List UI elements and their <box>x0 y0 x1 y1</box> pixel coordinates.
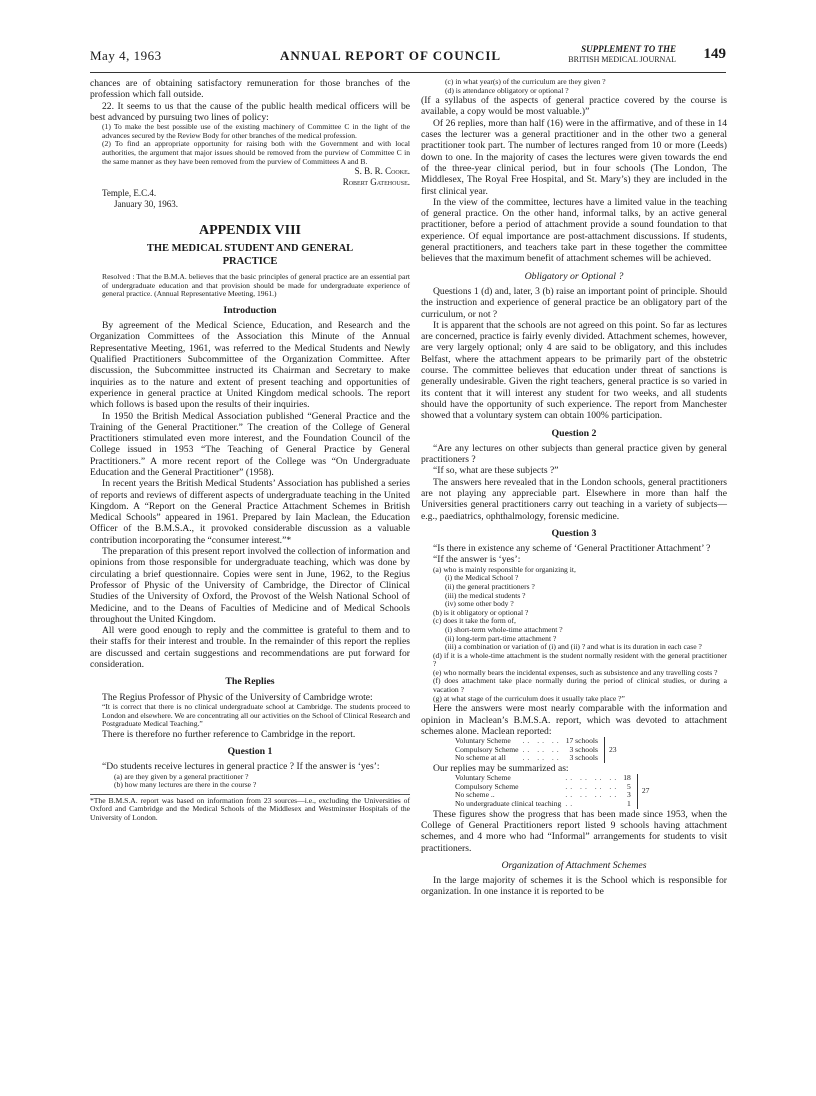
supplement-line2: BRITISH MEDICAL JOURNAL <box>568 55 676 64</box>
letter-date: January 30, 1963. <box>114 199 178 210</box>
resolved: Resolved : That the B.M.A. believes that the basic principles of general practice are an essential part of undergraduate education and that provision should be made for undergraduate experience of general practice. (Annual Representative Meeting, 1961.) <box>102 272 410 299</box>
maclean-intro: Here the answers were most nearly comparable with the information and opinion in Maclean’s B.M.S.A. report, which was devoted to attachment schemes alone. Maclean reported: <box>421 703 727 737</box>
question-1b: (b) how many lectures are there in the course ? <box>114 780 257 790</box>
heading-question-1: Question 1 <box>227 746 273 757</box>
table-row: Voluntary Scheme .. .. .. 17 schools 23 <box>455 737 621 746</box>
oblig-2: It is apparent that the schools are not agreed on this point. So far as lectures are concerned, practice is fairly evenly divided. Attachment schemes, however, are very largely optional; only 4 are said to be obligatory, and this includes Belfast, where the attachment appears to be primarily part of the obstetric course. The committee believes that education under threat of sanctions is generally undesirable. Given the right teachers, general practice is so varied in its content that it will interest any student for two weeks, and all students should have the opportunity of such experience. The report from Manchester showed that a voluntary system can obtain 100% participation. <box>421 319 727 422</box>
footnote: *The B.M.S.A. report was based on information from 23 sources—i.e., excluding the Universities of Oxford and Cambridge and the Medical Schools of the Middlesex and Westminster Hospitals of the University of London. <box>90 795 410 822</box>
question-3-c-iii: (iii) a combination or variation of (i) and (ii) ? and what is its duration in each case ? <box>445 642 702 652</box>
header-title: ANNUAL REPORT OF COUNCIL <box>280 48 502 63</box>
question-3-d: (d) if it is a whole-time attachment is the student normally resident with the general practitioner ? <box>433 650 727 669</box>
question-3-a: (a) who is mainly responsible for organizing it, <box>433 564 576 574</box>
question-3-b: (b) is it obligatory or optional ? <box>433 607 529 617</box>
question-3-g: (g) at what stage of the curriculum does it usually take place ?” <box>433 693 625 703</box>
question-3b: “If the answer is ‘yes’: <box>433 554 521 566</box>
intro-4: The preparation of this present report involved the collection of information and opinions from those responsible for undergraduate teaching, which was done by circulating a brief questionnaire. Copies were sent in June, 1962, to the Regius Professor of Physic of the University of Cambridge, the Director of Clinical Studies of the University of Oxford, the Provost of the Welsh National School of Medicine, and to the Deans of Faculties of Medicine and of Medical Schools throughout the United Kingdom. <box>90 546 410 625</box>
question-3-f: (f) does attachment take place normally during the period of clinical studies, or during a vacation ? <box>433 676 727 695</box>
intro-2: In 1950 the British Medical Association published “General Practice and the Training of the General Practitioner.” The creation of the College of General Practitioners stimulated even more interest, and the Foundation Council of the College issued in 1953 “The Teaching of General Practice by General Practitioners.” A more recent report of the College was “On Undergraduate Education and the General Practitioner” (1958). <box>90 410 410 478</box>
question-3-c: (c) does it take the form of, <box>433 616 516 626</box>
intro-1: By agreement of the Medical Science, Education, and Research and the Organization Committees of the Association this Minute of the Annual Representative Meeting, 1961, was referred to the Medical Students and Newly Qualified Practitioners Subcommittee of the Organization Committee. After discussion, the Subcommittee instructed its Chairman and Secretary to make inquiries as to the nature and extent of present teaching and opportunities of experience in general practice at United Kingdom medical schools. The report which follows is based upon the results of their inquiries. <box>90 320 410 411</box>
question-3-a-iii: (iii) the medical students ? <box>445 590 526 600</box>
table-row: Compulsory Scheme .. .. .. 3 schools <box>455 744 598 754</box>
header-date: May 4, 1963 <box>90 48 162 63</box>
question-1-text: “Do students receive lectures in general practice ? If the answer is ‘yes’: <box>102 761 380 773</box>
appendix-subtitle: THE MEDICAL STUDENT AND GENERAL PRACTICE <box>146 243 354 268</box>
heading-question-3: Question 3 <box>551 527 597 539</box>
supplement-line1: SUPPLEMENT TO THE <box>581 44 676 54</box>
maclean-table <box>455 737 621 763</box>
replies-1: The Regius Professor of Physic of the University of Cambridge wrote: <box>102 691 373 703</box>
question-1d: (d) is attendance obligatory or optional ? <box>445 85 569 95</box>
question-3-a-i: (i) the Medical School ? <box>445 573 519 583</box>
heading-introduction: Introduction <box>223 304 277 316</box>
replies-2: There is therefore no further reference to Cambridge in the report. <box>102 728 356 740</box>
summary-intro: Our replies may be summarized as: <box>433 762 569 774</box>
question-3-a-ii: (ii) the general practitioners ? <box>445 581 535 591</box>
signature-1: S. B. R. Cooke. <box>354 166 410 177</box>
answer-1b: In the view of the committee, lectures have a limited value in the teaching of general practice. On the other hand, informal talks, by an active general practitioner, before a period of attachment provide a sound foundation to that experience. Of equal importance are post-attachment discussions. If students, general practitioners, and teachers take part in these together the committee believes that the maximum benefit of attachment schemes will be achieved. <box>421 196 727 265</box>
summary-table <box>455 774 653 808</box>
question-3-e: (e) who normally bears the incidental expenses, such as subsistence and any travelling costs ? <box>433 667 718 677</box>
answer-1a: Of 26 replies, more than half (16) were in the affirmative, and of these in 14 cases the lecturer was a general practitioner and in the other two a general practitioner took part. The number of lectures ranged from 10 or more (Leeds) down to one. In the majority of cases the lectures were given towards the end of the three-year clinical period, but in four schools (The London, The Middlesex, The Royal Free Hospital, and St. Mary’s) they are included in the first clinical year. <box>421 117 727 197</box>
heading-replies: The Replies <box>225 676 275 688</box>
heading-organization: Organization of Attachment Schemes <box>501 859 647 871</box>
question-1c: (c) in what year(s) of the curriculum are they given ? <box>445 77 606 86</box>
table-row: Voluntary Scheme .. .. .. .. 18 27 <box>455 774 653 783</box>
question-3a: “Is there in existence any scheme of ‘General Practitioner Attachment’ ? <box>433 543 711 555</box>
page-number: 149 <box>703 46 726 62</box>
signature-2: Robert Gatehouse. <box>342 177 410 188</box>
cambridge-quote: “It is correct that there is no clinical undergraduate school at Cambridge. The students proceed to London and elsewhere. We are concentrating all our activities on the School of Clinical Research and Postgraduate Medical Teaching.” <box>102 701 410 729</box>
table-row: No scheme .. .. .. .. .. 3 <box>455 790 631 800</box>
question-1e: (If a syllabus of the aspects of general practice covered by the course is available, a copy would be most valuable.)” <box>421 95 727 118</box>
left-column <box>90 78 410 823</box>
heading-obligatory: Obligatory or Optional ? <box>524 270 624 282</box>
oblig-1: Questions 1 (d) and, later, 3 (b) raise an important point of principle. Should the instruction and experience of general practice be an obligatory part of the curriculum, or not ? <box>421 285 727 320</box>
header-supplement <box>560 44 676 65</box>
place: Temple, E.C.4. <box>102 188 157 199</box>
heading-question-2: Question 2 <box>551 427 597 439</box>
question-3-a-iv: (iv) some other body ? <box>445 599 514 609</box>
organization-1: In the large majority of schemes it is the School which is responsible for organization. In one instance it is reported to be <box>421 875 727 898</box>
table-row: No undergraduate clinical teaching .. 1 <box>455 799 631 809</box>
right-column <box>421 78 727 898</box>
question-2b: “If so, what are these subjects ?” <box>433 465 559 477</box>
figures-progress: These figures show the progress that has been made since 1953, when the College of General Practitioners report listed 9 schools having attachment schemes, and 4 more who had “Informal” arrangements for students to visit practitioners. <box>421 808 727 854</box>
table-row: No scheme at all .. .. .. 3 schools <box>455 753 598 763</box>
policy-1: (1) To make the best possible use of the existing machinery of Committee C in the light of the advances secured by the Review Body for other branches of the medical profession. <box>102 122 410 140</box>
table-row: Compulsory Scheme .. .. .. .. 5 <box>455 781 631 791</box>
policy-2: (2) To find an appropriate opportunity for raising both with the Government and with local authorities, the argument that major issues should be removed from the purview of Committee C in the same manner as they have been removed from the purview of Committees A and B. <box>102 139 410 166</box>
question-3-c-i: (i) short-term whole-time attachment ? <box>445 624 563 634</box>
page-header <box>90 40 726 73</box>
intro-5: All were good enough to reply and the committee is grateful to them and to their staffs for their interest and trouble. In the remainder of this report the replies are discussed and certain suggestions and recommendations are put forward for consideration. <box>90 625 410 671</box>
intro-3: In recent years the British Medical Students’ Association has published a series of reports and reviews of different aspects of undergraduate teaching in the United Kingdom. A “Report on the General Practice Attachment Schemes in British Medical Schools” appeared in 1961. Prepared by Iain Maclean, the Education Officer of the B.M.S.A., it provoked considerable discussion as a valuable contribution incorporating the “consumer interest.”* <box>90 478 410 546</box>
question-1a: (a) are they given by a general practitioner ? <box>114 771 249 781</box>
appendix-title: APPENDIX VIII <box>198 222 302 238</box>
question-3-c-ii: (ii) long-term part-time attachment ? <box>445 633 557 643</box>
answer-2: The answers here revealed that in the London schools, general practitioners are not playing any appreciable part. Elsewhere in more than half the Universities general practitioners carry out teaching in a variety of subjects—e.g., paediatrics, ophthalmology, forensic medicine. <box>421 476 727 522</box>
para-cont: chances are of obtaining satisfactory remuneration for those branches of the profession which fall outside. <box>90 78 410 101</box>
question-2a: “Are any lectures on other subjects than general practice given by general practitioners ? <box>421 442 727 466</box>
para-22: 22. It seems to us that the cause of the public health medical officers will be best advanced by pursuing two lines of policy: <box>90 100 410 123</box>
